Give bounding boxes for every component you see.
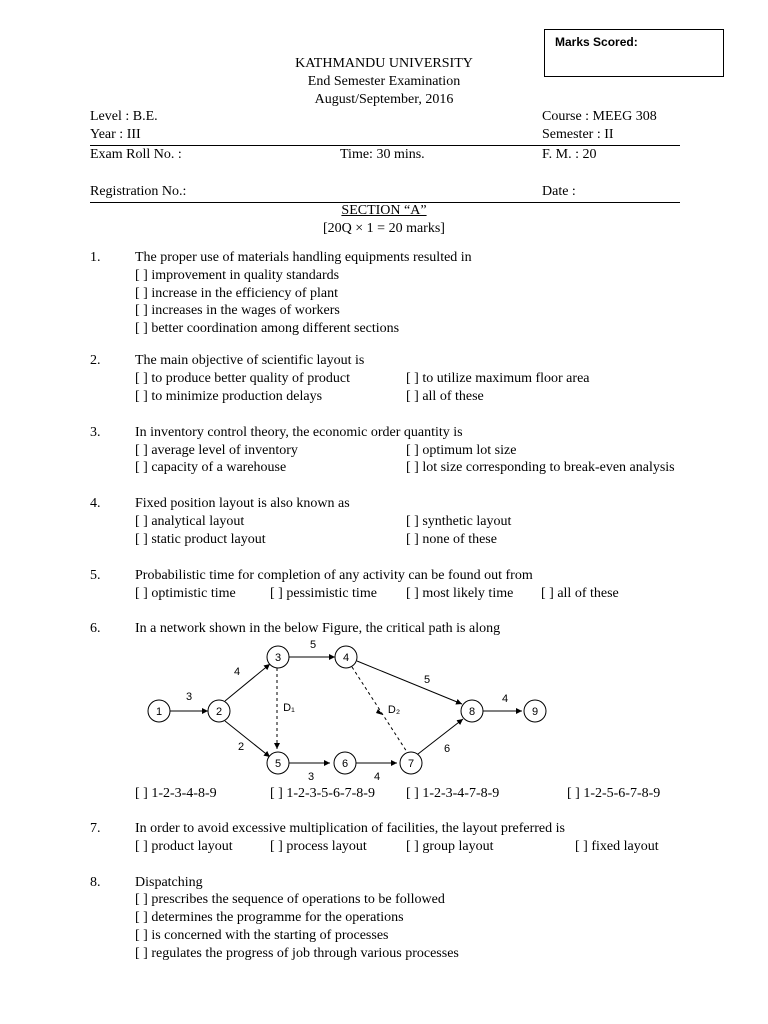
university-name: KATHMANDU UNIVERSITY	[295, 56, 473, 71]
edge-2-5	[225, 721, 270, 757]
q6-option-d[interactable]: [ ] 1-2-5-6-7-8-9	[567, 786, 661, 801]
exam-roll-field: Exam Roll No. :	[90, 147, 182, 162]
q2-option-d[interactable]: [ ] all of these	[406, 389, 484, 404]
edge-4-8	[357, 661, 462, 704]
exam-session: August/September, 2016	[314, 92, 454, 107]
svg-text:4: 4	[342, 652, 350, 664]
node-2	[208, 700, 230, 722]
q8-option-d[interactable]: [ ] regulates the progress of job through various processes	[135, 946, 459, 961]
q2-option-b[interactable]: [ ] to utilize maximum floor area	[406, 371, 590, 386]
question-2-number: 2.	[90, 353, 101, 368]
q5-option-a[interactable]: [ ] optimistic time	[135, 586, 236, 601]
svg-text:7: 7	[407, 758, 415, 770]
full-marks-field: F. M. : 20	[542, 147, 597, 162]
question-1-number: 1.	[90, 250, 101, 265]
node-5	[267, 752, 289, 774]
label-7-8: 6	[443, 743, 451, 755]
header-divider-top	[90, 145, 680, 146]
question-8-number: 8.	[90, 875, 101, 890]
label-8-9: 4	[501, 693, 509, 705]
svg-text:5: 5	[274, 758, 282, 770]
q1-option-c[interactable]: [ ] increases in the wages of workers	[135, 303, 340, 318]
label-1-2: 3	[185, 691, 193, 703]
label-5-6: 3	[307, 771, 315, 783]
question-6-text: In a network shown in the below Figure, the critical path is along	[135, 621, 501, 636]
question-5-text: Probabilistic time for completion of any activity can be found out from	[135, 568, 533, 583]
q8-option-b[interactable]: [ ] determines the programme for the operations	[135, 910, 404, 925]
svg-text:6: 6	[341, 758, 349, 770]
q6-option-a[interactable]: [ ] 1-2-3-4-8-9	[135, 786, 217, 801]
q5-option-b[interactable]: [ ] pessimistic time	[270, 586, 377, 601]
question-1-text: The proper use of materials handling equipments resulted in	[135, 250, 472, 265]
course-field: Course : MEEG 308	[542, 109, 657, 124]
label-d1: D₁	[283, 702, 295, 714]
label-3-4: 5	[309, 639, 317, 651]
node-7	[400, 752, 422, 774]
node-3	[267, 646, 289, 668]
q7-option-c[interactable]: [ ] group layout	[406, 839, 494, 854]
svg-text:3: 3	[274, 652, 282, 664]
question-8-text: Dispatching	[135, 875, 203, 890]
q4-option-a[interactable]: [ ] analytical layout	[135, 514, 245, 529]
q2-option-c[interactable]: [ ] to minimize production delays	[135, 389, 323, 404]
q5-option-c[interactable]: [ ] most likely time	[406, 586, 514, 601]
label-6-7: 4	[373, 771, 381, 783]
label-2-3: 4	[233, 666, 241, 678]
question-3-number: 3.	[90, 425, 101, 440]
marks-scored-label: Marks Scored:	[555, 35, 638, 49]
year-field: Year : III	[90, 127, 141, 142]
question-2-text: The main objective of scientific layout is	[135, 353, 365, 368]
network-diagram	[140, 636, 560, 786]
q8-option-c[interactable]: [ ] is concerned with the starting of processes	[135, 928, 389, 943]
svg-text:9: 9	[531, 706, 539, 718]
q6-option-c[interactable]: [ ] 1-2-3-4-7-8-9	[406, 786, 500, 801]
svg-text:8: 8	[468, 706, 476, 718]
edge-2-3	[225, 664, 270, 701]
label-d2: D₂	[387, 704, 401, 716]
question-4-number: 4.	[90, 496, 101, 511]
q7-option-d[interactable]: [ ] fixed layout	[575, 839, 659, 854]
section-marks: [20Q × 1 = 20 marks]	[323, 221, 445, 236]
time-field: Time: 30 mins.	[340, 147, 425, 162]
q8-option-a[interactable]: [ ] prescribes the sequence of operations to be followed	[135, 892, 445, 907]
label-4-8: 5	[423, 674, 431, 686]
q5-option-d[interactable]: [ ] all of these	[541, 586, 619, 601]
q7-option-a[interactable]: [ ] product layout	[135, 839, 233, 854]
label-2-5: 2	[237, 741, 245, 753]
question-5-number: 5.	[90, 568, 101, 583]
registration-field: Registration No.:	[90, 184, 187, 199]
q7-option-b[interactable]: [ ] process layout	[270, 839, 367, 854]
q3-option-b[interactable]: [ ] optimum lot size	[406, 443, 517, 458]
q4-option-d[interactable]: [ ] none of these	[406, 532, 497, 547]
node-8	[461, 700, 483, 722]
node-1	[148, 700, 170, 722]
q4-option-c[interactable]: [ ] static product layout	[135, 532, 266, 547]
section-title: SECTION “A”	[341, 203, 427, 218]
node-9	[524, 700, 546, 722]
question-7-text: In order to avoid excessive multiplication of facilities, the layout preferred is	[135, 821, 565, 836]
q3-option-d[interactable]: [ ] lot size corresponding to break-even analysis	[406, 460, 675, 475]
node-6	[334, 752, 356, 774]
q1-option-d[interactable]: [ ] better coordination among different sections	[135, 321, 400, 336]
q6-option-b[interactable]: [ ] 1-2-3-5-6-7-8-9	[270, 786, 375, 801]
level-field: Level : B.E.	[90, 109, 158, 124]
svg-text:2: 2	[215, 706, 223, 718]
date-field: Date :	[542, 184, 576, 199]
semester-field: Semester : II	[542, 127, 614, 142]
question-6-number: 6.	[90, 621, 101, 636]
question-3-text: In inventory control theory, the economic order quantity is	[135, 425, 463, 440]
q4-option-b[interactable]: [ ] synthetic layout	[406, 514, 512, 529]
svg-text:1: 1	[155, 706, 163, 718]
q1-option-a[interactable]: [ ] improvement in quality standards	[135, 268, 340, 283]
q3-option-a[interactable]: [ ] average level of inventory	[135, 443, 298, 458]
q3-option-c[interactable]: [ ] capacity of a warehouse	[135, 460, 287, 475]
q1-option-b[interactable]: [ ] increase in the efficiency of plant	[135, 286, 339, 301]
edge-7-8	[418, 719, 463, 754]
question-4-text: Fixed position layout is also known as	[135, 496, 350, 511]
node-4	[335, 646, 357, 668]
question-7-number: 7.	[90, 821, 101, 836]
q2-option-a[interactable]: [ ] to produce better quality of product	[135, 371, 350, 386]
exam-title: End Semester Examination	[307, 74, 461, 89]
